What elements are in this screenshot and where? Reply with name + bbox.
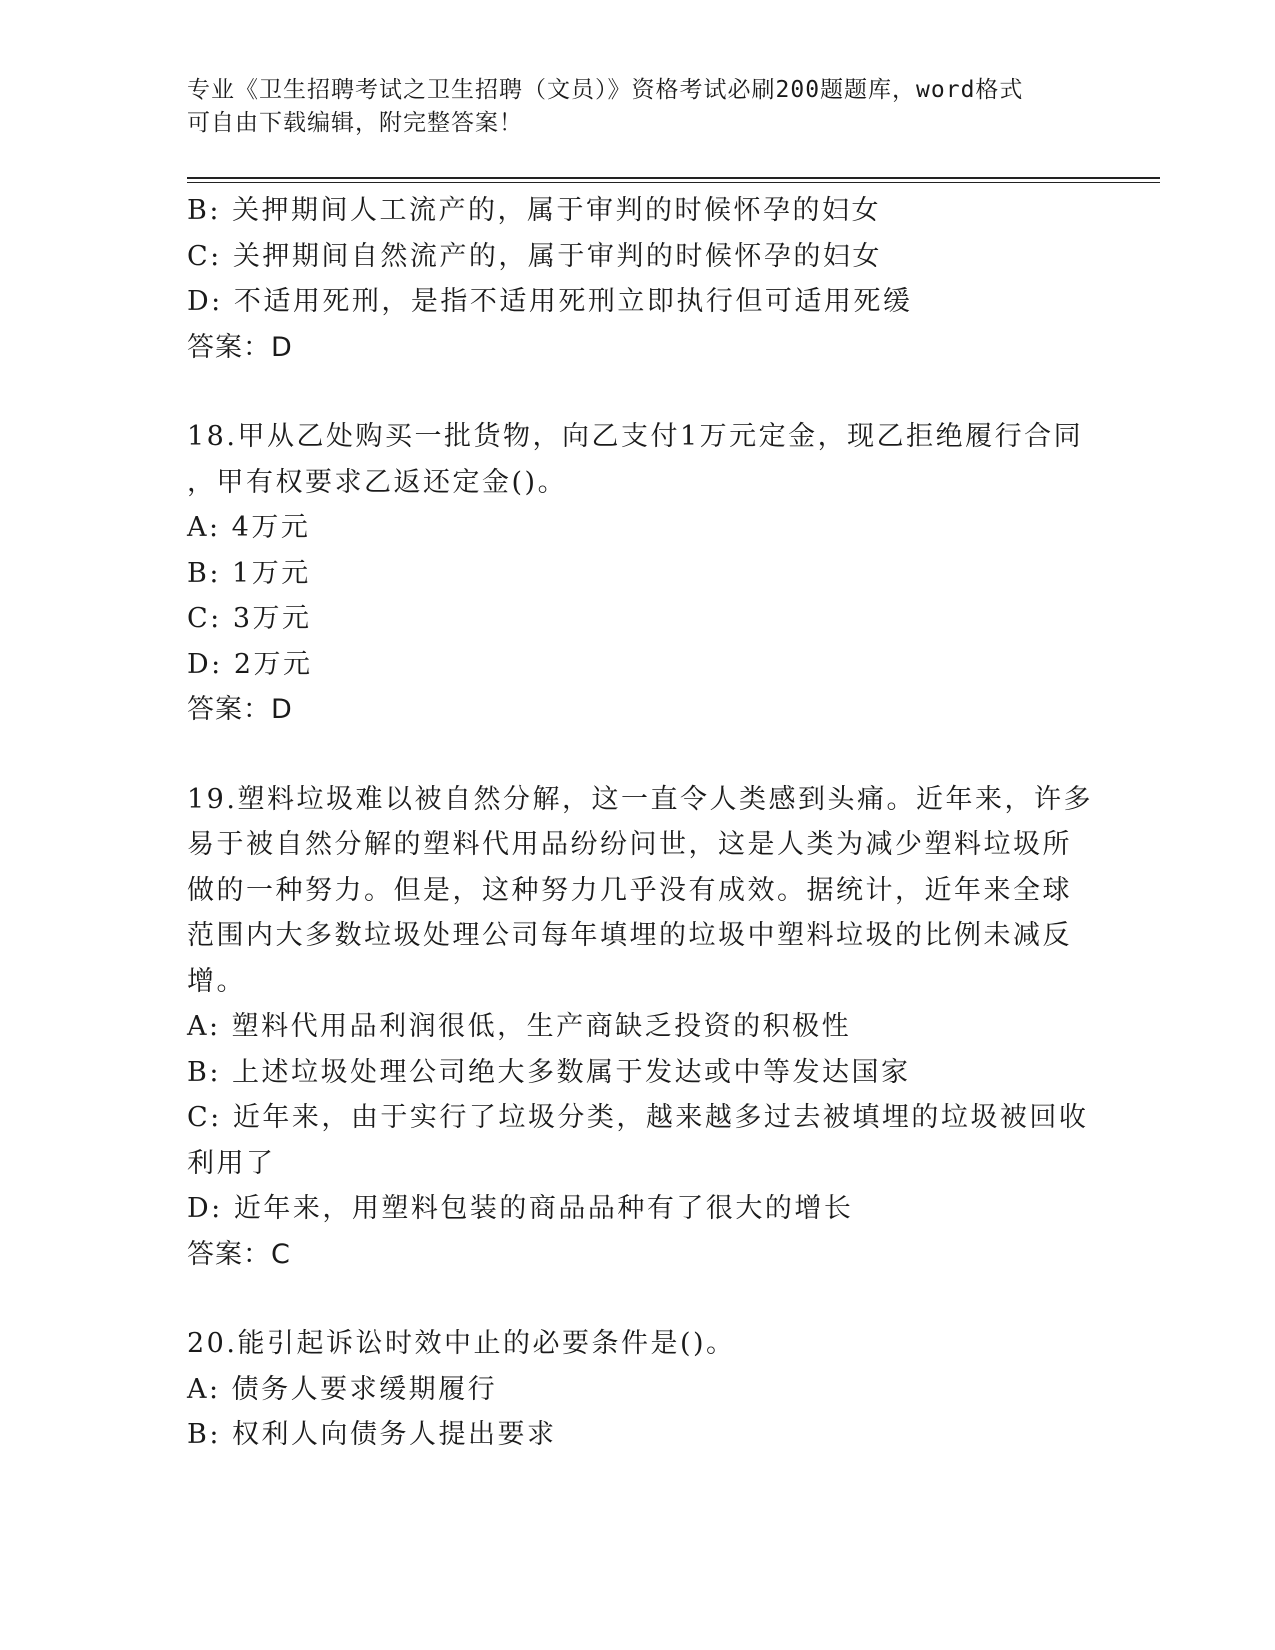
question-18 [187,414,1087,733]
option-a: A: 4万元 [187,512,311,543]
option-b: B: 关押期间人工流产的，属于审判的时候怀孕的妇女 [187,195,882,226]
option-b: B: 上述垃圾处理公司绝大多数属于发达或中等发达国家 [187,1056,911,1088]
option-a: A: 塑料代用品利润很低，生产商缺乏投资的积极性 [187,1011,852,1042]
document-header [187,74,1087,140]
option-a: A: 债务人要求缓期履行 [187,1373,498,1405]
answer: 答案：D [187,331,293,363]
header-line-2: 可自由下载编辑，附完整答案！ [187,110,523,136]
question-stem: 18.甲从乙处购买一批货物，向乙支付1万元定金，现乙拒绝履行合同 [187,421,1084,452]
question-stem: 易于被自然分解的塑料代用品纷纷问世，这是人类为减少塑料垃圾所 [187,829,1072,860]
option-c: C: 3万元 [187,603,312,634]
question-stem: 做的一种努力。但是，这种努力几乎没有成效。据统计，近年来全球 [187,874,1072,906]
answer: 答案：C [187,1238,291,1270]
header-divider [187,177,1160,183]
question-20 [187,1321,1087,1458]
option-b: B: 权利人向债务人提出要求 [187,1419,557,1450]
question-stem: 增。 [187,965,246,997]
question-stem: ，甲有权要求乙返还定金()。 [187,466,568,498]
option-c: C: 关押期间自然流产的，属于审判的时候怀孕的妇女 [187,240,882,272]
question-list [187,188,1093,1458]
option-d: D: 不适用死刑，是指不适用死刑立即执行但可适用死缓 [187,286,913,317]
option-b: B: 1万元 [187,557,311,589]
header-line-1: 专业《卫生招聘考试之卫生招聘（文员）》资格考试必刷200题题库，word格式 [187,77,1024,103]
question-stem: 19.塑料垃圾难以被自然分解，这一直令人类感到头痛。近年来，许多 [187,783,1093,815]
question-stem: 20.能引起诉讼时效中止的必要条件是()。 [187,1328,736,1359]
option-c-continued: 利用了 [187,1147,276,1179]
option-c: C: 近年来，由于实行了垃圾分类，越来越多过去被填埋的垃圾被回收 [187,1102,1089,1133]
question-17 [187,188,1087,370]
question-stem: 范围内大多数垃圾处理公司每年填埋的垃圾中塑料垃圾的比例未减反 [187,920,1072,951]
answer: 答案：D [187,694,293,725]
question-19 [187,777,1093,1278]
option-d: D: 近年来，用塑料包装的商品品种有了很大的增长 [187,1193,854,1224]
option-d: D: 2万元 [187,648,313,680]
